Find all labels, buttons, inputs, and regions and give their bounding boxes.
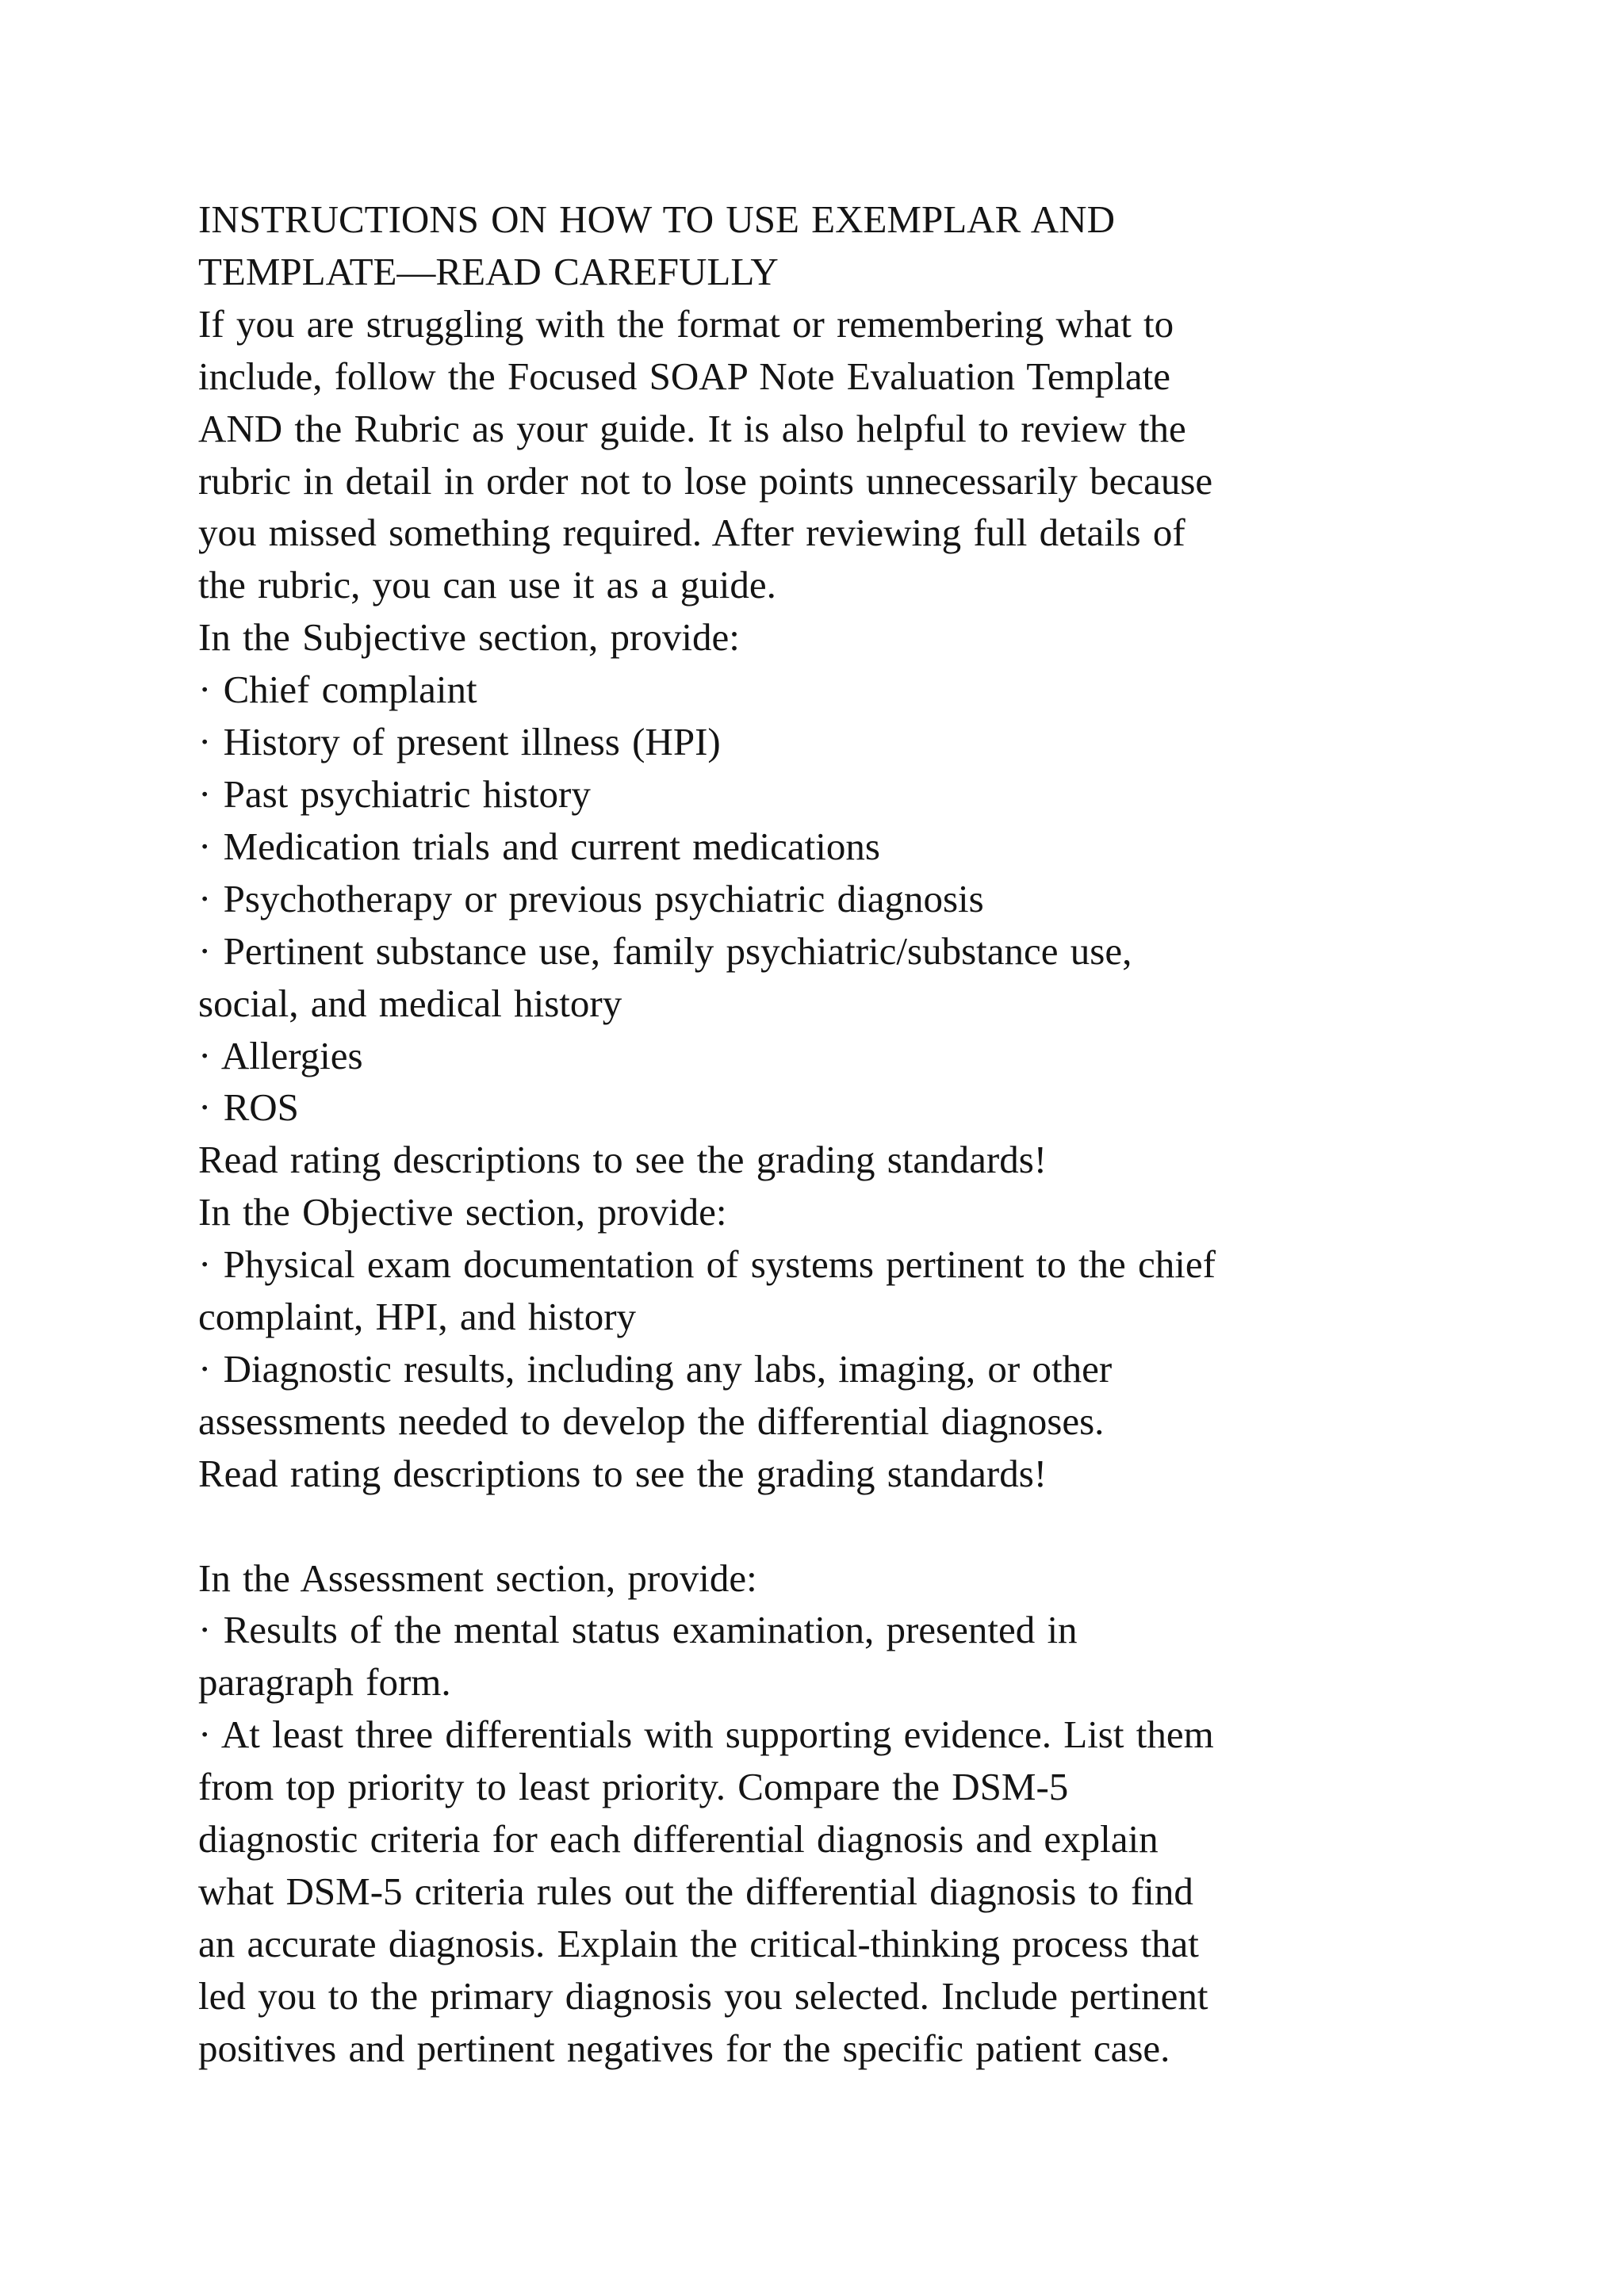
grading-standards-note: Read rating descriptions to see the grading standards! xyxy=(198,1451,1048,1495)
subjective-section-heading: In the Subjective section, provide: xyxy=(198,615,740,660)
subjective-list-item: · History of present illness (HPI) xyxy=(198,720,721,764)
assessment-list-item-continued: an accurate diagnosis. Explain the critical-thinking process that xyxy=(198,1921,1199,1965)
subjective-list-item: · ROS xyxy=(198,1085,299,1130)
subjective-list-item: · Medication trials and current medications xyxy=(198,824,880,868)
subjective-list-item-continued: social, and medical history xyxy=(198,981,622,1025)
document-heading-line-2: TEMPLATE—READ CAREFULLY xyxy=(198,249,779,293)
assessment-list-item-continued: diagnostic criteria for each differential diagnosis and explain xyxy=(198,1817,1159,1862)
subjective-list-item: · Psychotherapy or previous psychiatric diagnosis xyxy=(198,876,984,920)
intro-paragraph-line: AND the Rubric as your guide. It is also helpful to review the xyxy=(198,406,1186,450)
intro-paragraph-line: you missed something required. After reviewing full details of xyxy=(198,511,1185,555)
objective-list-item-continued: assessments needed to develop the differential diagnoses. xyxy=(198,1399,1105,1443)
intro-paragraph-line: include, follow the Focused SOAP Note Evaluation Template xyxy=(198,354,1171,398)
assessment-list-item-continued: what DSM-5 criteria rules out the differential diagnosis to find xyxy=(198,1869,1193,1913)
assessment-section-heading: In the Assessment section, provide: xyxy=(198,1556,757,1600)
intro-paragraph-line: the rubric, you can use it as a guide. xyxy=(198,563,776,607)
objective-section-heading: In the Objective section, provide: xyxy=(198,1190,727,1234)
objective-list-item: · Physical exam documentation of systems pertinent to the chief xyxy=(198,1242,1216,1287)
subjective-list-item: · Past psychiatric history xyxy=(198,771,591,816)
objective-list-item: · Diagnostic results, including any labs, imaging, or other xyxy=(198,1346,1113,1391)
assessment-list-item-continued: led you to the primary diagnosis you selected. Include pertinent xyxy=(198,1973,1208,2018)
document-heading-line-1: INSTRUCTIONS ON HOW TO USE EXEMPLAR AND xyxy=(198,197,1115,241)
subjective-list-item: · Chief complaint xyxy=(198,668,477,712)
intro-paragraph-line: If you are struggling with the format or remembering what to xyxy=(198,301,1174,346)
intro-paragraph-line: rubric in detail in order not to lose points unnecessarily because xyxy=(198,458,1213,503)
subjective-list-item: · Pertinent substance use, family psychiatric/substance use, xyxy=(198,928,1132,973)
assessment-list-item-continued: from top priority to least priority. Compare the DSM-5 xyxy=(198,1765,1069,1809)
grading-standards-note: Read rating descriptions to see the grading standards! xyxy=(198,1138,1048,1182)
document-page xyxy=(198,193,1467,2075)
subjective-list-item: · Allergies xyxy=(198,1033,363,1077)
assessment-list-item: · Results of the mental status examination, presented in xyxy=(198,1608,1078,1652)
assessment-list-item: · At least three differentials with supporting evidence. List them xyxy=(198,1712,1214,1757)
assessment-list-item-continued: positives and pertinent negatives for the specific patient case. xyxy=(198,2026,1170,2070)
objective-list-item-continued: complaint, HPI, and history xyxy=(198,1295,637,1339)
blank-line xyxy=(198,1500,1467,1552)
assessment-list-item-continued: paragraph form. xyxy=(198,1660,451,1705)
